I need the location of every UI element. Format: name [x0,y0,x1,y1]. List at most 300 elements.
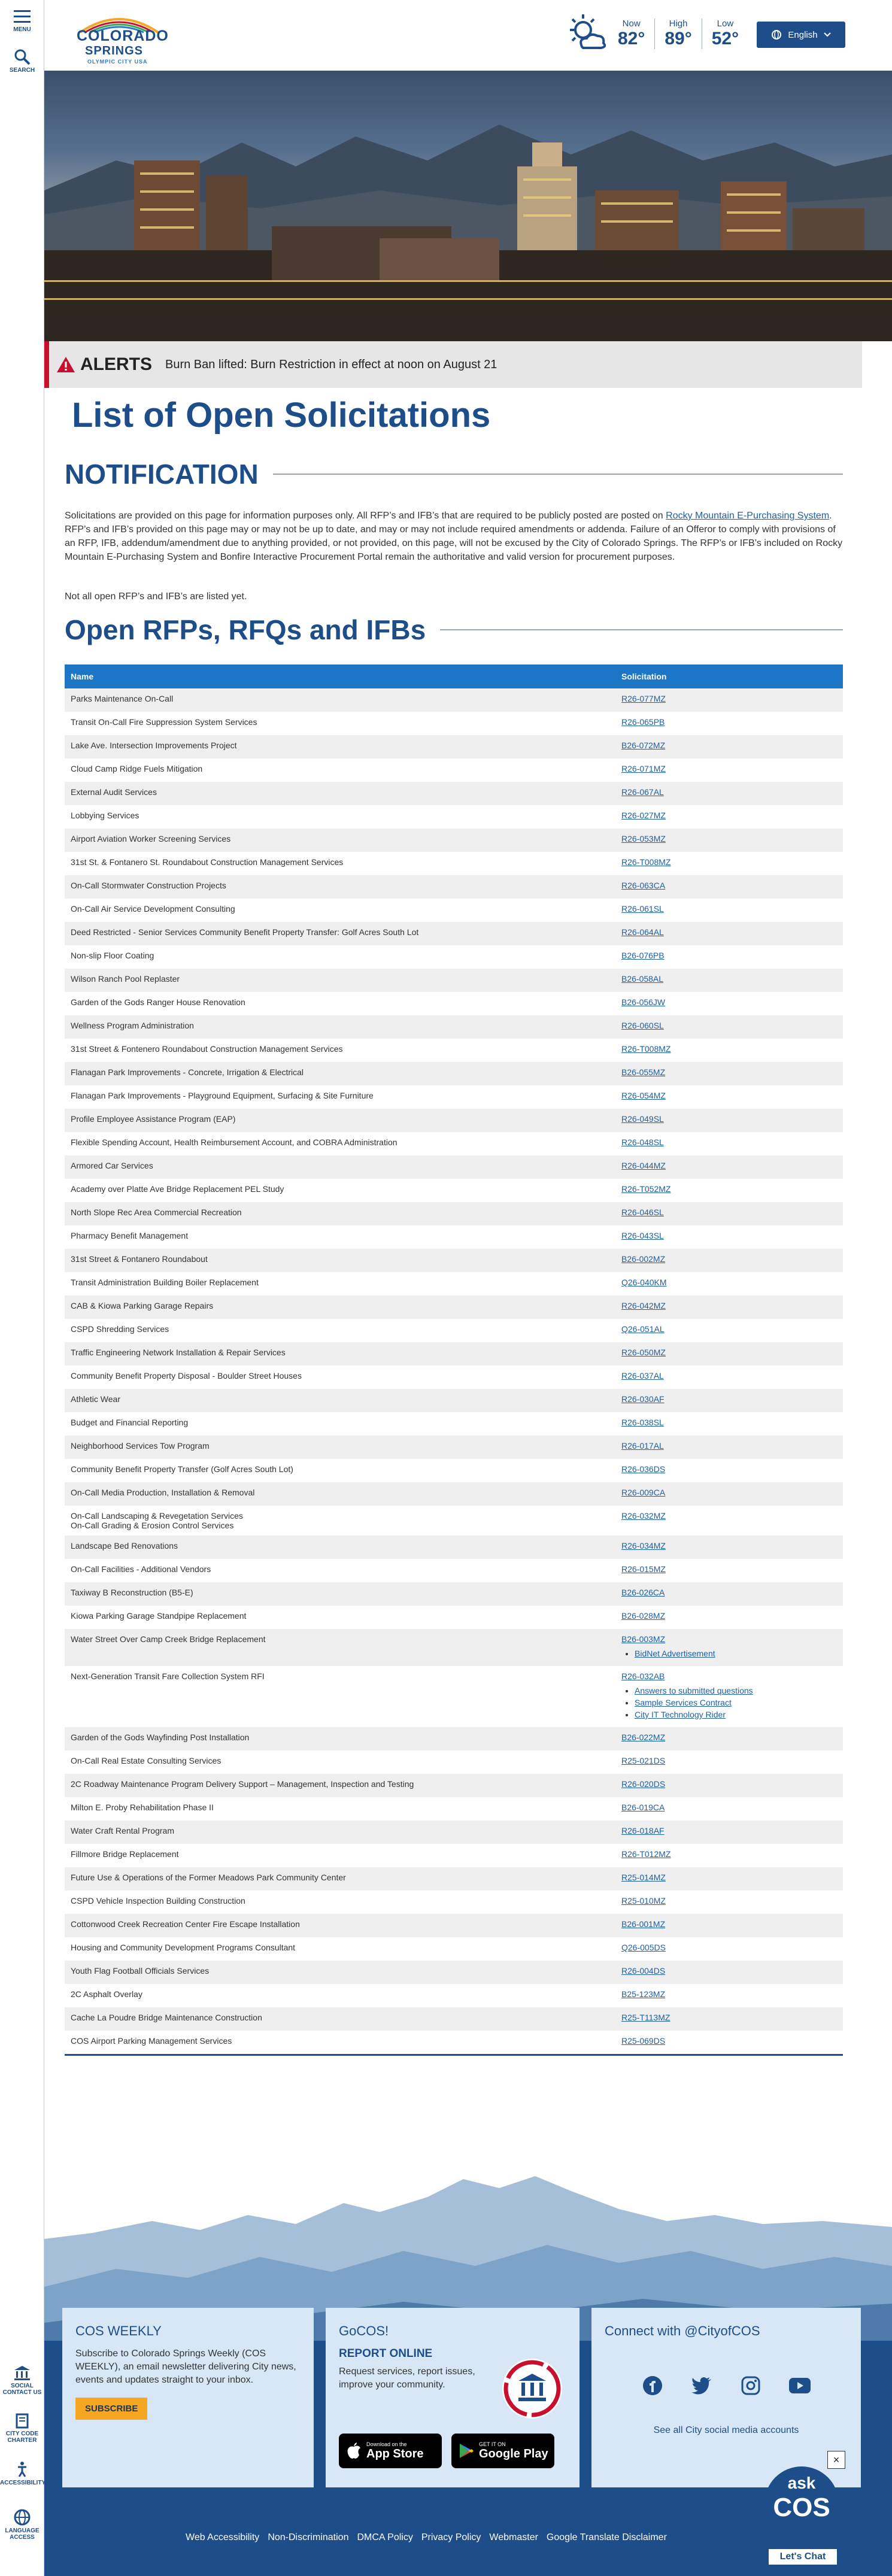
high-label: High [669,18,688,29]
solicitation-link[interactable]: B26-028MZ [621,1611,666,1621]
solicitation-link[interactable]: R25-069DS [621,2036,666,2046]
solicitation-link[interactable]: R26-067AL [621,787,664,797]
solicitation-cell [615,904,843,914]
solicitation-link[interactable]: Q26-040KM [621,1278,667,1287]
solicitation-cell [615,811,843,820]
solicitation-link[interactable]: R26-046SL [621,1207,664,1217]
solicitation-cell [615,1849,843,1859]
table-row [65,829,843,852]
solicitation-cell [615,1418,843,1427]
hamburger-icon [13,8,32,25]
solicitation-link[interactable]: R26-048SL [621,1137,664,1147]
solicitation-name: North Slope Rec Area Commercial Recreation [71,1207,242,1217]
ask-cos-chatbot[interactable] [757,2460,847,2565]
table-row [65,1506,843,1536]
solicitation-name: Athletic Wear [71,1394,120,1404]
chevron-down-icon [824,32,831,37]
weather-low [702,19,748,49]
solicitation-name: Pharmacy Benefit Management [71,1231,189,1240]
table-row [65,1559,843,1582]
solicitation-link[interactable]: R26-032AB [621,1671,665,1681]
close-chat-button[interactable]: × [827,2451,845,2469]
table-row [65,1582,843,1606]
footer-links [186,2532,667,2543]
solicitation-link[interactable]: B26-026CA [621,1588,665,1597]
solicitation-cell [615,1564,843,1574]
solicitation-cell [615,881,843,890]
solicitation-cell [615,997,843,1007]
solicitation-name: On-Call Media Production, Installation & Removal [71,1488,255,1497]
solicitation-link[interactable]: B26-076PB [621,951,665,960]
solicitation-link[interactable]: B26-003MZ [621,1634,666,1644]
attachment-item [635,1698,843,1707]
gocos-card [326,2308,580,2487]
solicitation-cell [615,1989,843,1999]
solicitation-cell [615,741,843,750]
solicitation-cell [615,857,843,867]
attachment-link[interactable]: City IT Technology Rider [635,1710,726,1719]
solicitation-cell [615,787,843,797]
site-header [44,0,892,71]
solicitation-link[interactable]: R26-017AL [621,1441,664,1451]
solicitation-cell [615,1254,843,1264]
footer-link[interactable]: Privacy Policy [421,2532,481,2542]
solicitation-link[interactable]: R26-071MZ [621,764,666,773]
table-row [65,1039,843,1062]
hero-image [44,71,892,341]
column-header-name: Name [71,672,94,681]
solicitation-name: Deed Restricted - Senior Services Community Benefit Property Transfer: Golf Acres South Lot [71,927,419,937]
globe-icon [771,29,782,40]
solicitation-link[interactable]: R26-034MZ [621,1541,666,1551]
solicitation-link[interactable]: R26-T012MZ [621,1849,671,1859]
solicitation-name: Flanagan Park Improvements - Concrete, Irrigation & Electrical [71,1067,304,1077]
solicitation-name: On-Call Real Estate Consulting Services [71,1756,222,1765]
solicitation-link[interactable]: R25-010MZ [621,1896,666,1906]
solicitation-name: Community Benefit Property Disposal - Boulder Street Houses [71,1371,302,1380]
language-label: LANGUAGE ACCESS [5,2528,40,2541]
footer-link[interactable]: DMCA Policy [357,2532,413,2542]
table-row [65,1459,843,1482]
weekly-text: Subscribe to Colorado Springs Weekly (COS WEEKLY), an email newsletter delivering City news, events and updates straight to your inbox. [75,2349,296,2385]
table-row [65,1085,843,1109]
table-row [65,1249,843,1272]
table-row [65,1629,843,1666]
attachment-item [635,1686,843,1695]
solicitation-name: Kiowa Parking Garage Standpipe Replacement [71,1611,247,1621]
table-row [65,1132,843,1155]
table-row [65,899,843,922]
solicitation-name: Taxiway B Reconstruction (B5-E) [71,1588,193,1597]
table-row [65,1914,843,1937]
table-row [65,852,843,875]
solicitation-cell [615,2013,843,2022]
table-row [65,1366,843,1389]
table-row [65,1319,843,1342]
table-row [65,1062,843,1085]
table-row [65,922,843,945]
solicitation-name: Wellness Program Administration [71,1021,194,1030]
solicitation-link[interactable]: R26-050MZ [621,1348,666,1357]
youtube-icon[interactable] [788,2374,812,2398]
solicitation-name: Budget and Financial Reporting [71,1418,189,1427]
city-skyline-image [44,71,892,341]
solicitation-link[interactable]: R26-043SL [621,1231,664,1240]
solicitation-cell [615,1541,843,1551]
language-select[interactable] [757,22,845,48]
solicitation-link[interactable]: Q26-051AL [621,1324,665,1334]
attachment-link[interactable]: Answers to submitted questions [635,1686,753,1695]
contact-label: SOCIAL CONTACT US [2,2383,42,2396]
solicitation-cell [615,1779,843,1789]
gocos-title: GoCOS! [339,2323,389,2338]
table-row [65,1436,843,1459]
solicitation-cell [615,1943,843,1952]
solicitation-link[interactable]: R26-049SL [621,1114,664,1124]
left-rail [0,0,44,2576]
language-value: English [788,29,818,40]
accessibility-icon [13,2460,31,2478]
solicitation-name: CSPD Shredding Services [71,1324,169,1334]
solicitation-cell [615,694,843,703]
attachment-item [635,1649,843,1658]
table-row [65,1867,843,1891]
search-icon [13,48,31,66]
solicitation-link[interactable]: R26-065PB [621,717,665,727]
askcos-line1: ask [787,2474,816,2492]
subscribe-button[interactable]: SUBSCRIBE [75,2398,147,2420]
solicitation-name: On-Call Air Service Development Consulting [71,904,235,914]
app-store-button[interactable] [339,2434,442,2468]
notification-text-after: . RFP’s and IFB’s provided on this page may or may not be up to date, and may or may not include required amendments or addenda. Failure of an Offeror to comply with provisions of an RFP, IFB, addendum/amendment due to anything provided, or not provided, on this page, will not be excused by the City of Colorado Springs. The RFP’s or IFB’s included on Rocky Mountain E-Purchasing System and Bonfire Interactive Procurement Portal remain the authoritative and valid version for procurement purposes. [65,511,843,562]
solicitation-link[interactable]: R25-014MZ [621,1873,666,1882]
now-value: 82° [618,28,645,48]
attachment-list [635,1686,843,1719]
table-row [65,875,843,899]
now-label: Now [622,18,641,29]
solicitation-cell [615,764,843,773]
solicitation-cell [615,951,843,960]
alert-banner[interactable] [44,341,862,388]
solicitation-cell [615,1231,843,1240]
table-row [65,712,843,735]
solicitation-link[interactable]: B26-019CA [621,1803,665,1812]
open-heading-text: Open RFPs, RFQs and IFBs [65,614,426,645]
solicitation-name: Future Use & Operations of the Former Meadows Park Community Center [71,1873,346,1882]
apple-icon [346,2442,362,2460]
solicitation-name: Flanagan Park Improvements - Playground Equipment, Surfacing & Site Furniture [71,1091,374,1100]
menu-label: MENU [13,26,31,33]
solicitation-link[interactable]: R26-077MZ [621,694,666,703]
table-row [65,688,843,712]
table-row [65,1844,843,1867]
solicitation-link[interactable]: R26-004DS [621,1966,666,1976]
googleplay-big-text: Google Play [479,2447,548,2460]
table-row [65,1536,843,1559]
table-header [65,665,843,688]
solicitation-cell [615,1301,843,1310]
table-row [65,1666,843,1727]
solicitation-name: Landscape Bed Renovations [71,1541,178,1551]
solicitation-link[interactable]: R26-037AL [621,1371,664,1380]
globe-icon [13,2508,31,2526]
city-code-button[interactable] [0,2413,44,2444]
contact-us-button[interactable] [0,2365,44,2396]
solicitation-cell [615,1394,843,1404]
footer-link[interactable]: Google Translate Disclaimer [546,2532,667,2542]
table-row [65,945,843,969]
solicitation-name: 31st St. & Fontanero St. Roundabout Construction Management Services [71,857,344,867]
solicitation-cell [615,2036,843,2046]
table-row [65,1937,843,1961]
twitter-icon[interactable] [690,2374,714,2398]
solicitation-link[interactable]: R26-036DS [621,1464,666,1474]
solicitation-link[interactable]: R26-030AF [621,1394,665,1404]
gocos-text: Request services, report issues, improve your community. [339,2366,475,2390]
facebook-icon[interactable] [641,2374,665,2398]
solicitation-cell [615,927,843,937]
notification-note: Not all open RFP’s and IFB’s are listed yet. [65,591,247,602]
weather-widget [565,12,748,55]
heading-rule [273,474,843,475]
solicitation-link[interactable]: R26-042MZ [621,1301,666,1310]
solicitation-cell [615,1919,843,1929]
table-row [65,1482,843,1506]
solicitation-link[interactable]: Q26-005DS [621,1943,666,1952]
appstore-small-text: Download on the [366,2441,407,2447]
solicitation-link[interactable]: B26-072MZ [621,741,666,750]
solicitation-name: Cache La Poudre Bridge Maintenance Construction [71,2013,262,2022]
cos-weekly-card [62,2308,314,2487]
table-row [65,1412,843,1436]
column-header-solicitation: Solicitation [621,672,667,681]
table-body [65,688,843,2054]
solicitation-name: 2C Asphalt Overlay [71,1989,142,1999]
solicitation-link[interactable]: B26-002MZ [621,1254,666,1264]
solicitation-link[interactable]: R26-061SL [621,904,664,914]
alert-bar [44,341,49,388]
solicitation-link[interactable]: R26-018AF [621,1826,665,1835]
solicitation-cell [615,1611,843,1621]
solicitation-link[interactable]: R26-T008MZ [621,857,671,867]
solicitation-cell [615,1067,843,1077]
table-row [65,1606,843,1629]
solicitation-name: 31st Street & Fontanero Roundabout [71,1254,208,1264]
table-row [65,1225,843,1249]
solicitation-name: Airport Aviation Worker Screening Services [71,834,231,844]
footer-link[interactable]: Web Accessibility [186,2532,260,2542]
table-row [65,1295,843,1319]
solicitation-cell [615,1732,843,1742]
solicitation-name: 31st Street & Fontenero Roundabout Construction Management Services [71,1044,343,1054]
solicitation-name: CSPD Vehicle Inspection Building Construction [71,1896,245,1906]
rocky-mountain-link[interactable]: Rocky Mountain E-Purchasing System [666,511,830,521]
weather-now [608,19,654,49]
attachment-link[interactable]: BidNet Advertisement [635,1649,715,1658]
solicitation-name: COS Airport Parking Management Services [71,2036,232,2046]
solicitation-link[interactable]: R26-060SL [621,1021,664,1030]
solicitations-table [65,665,843,2056]
menu-button[interactable] [0,8,44,33]
charter-label: CITY CODE CHARTER [5,2431,39,2444]
solicitation-link[interactable]: R26-T008MZ [621,1044,671,1054]
solicitation-name: Housing and Community Development Programs Consultant [71,1943,296,1952]
solicitation-name: Fillmore Bridge Replacement [71,1849,179,1859]
solicitation-name: Garden of the Gods Ranger House Renovation [71,997,245,1007]
solicitation-name: Cloud Camp Ridge Fuels Mitigation [71,764,203,773]
solicitation-name: Armored Car Services [71,1161,153,1170]
table-row [65,805,843,829]
partly-cloudy-icon [565,12,608,55]
solicitation-link[interactable]: R26-063CA [621,881,666,890]
solicitation-name: Transit Administration Building Boiler Replacement [71,1278,259,1287]
solicitation-link[interactable]: B26-058AL [621,974,664,984]
table-bottom-rule [65,2054,843,2056]
weather-high [654,19,701,49]
heading-rule [440,629,843,630]
logo-line1: COLORADO [77,28,169,44]
solicitation-link[interactable]: R25-021DS [621,1756,666,1765]
solicitation-name: Lobbying Services [71,811,139,820]
table-row [65,1961,843,1984]
table-row [65,1750,843,1774]
solicitation-cell [615,1464,843,1474]
attachment-link[interactable]: Sample Services Contract [635,1698,732,1707]
google-play-button[interactable] [451,2434,554,2468]
low-label: Low [717,18,734,29]
solicitation-name: Garden of the Gods Wayfinding Post Installation [71,1732,250,1742]
solicitation-cell [615,1184,843,1194]
solicitation-cell [615,834,843,844]
table-row [65,969,843,992]
solicitation-name: External Audit Services [71,787,157,797]
solicitation-link[interactable]: B25-123MZ [621,1989,666,1999]
solicitation-link[interactable]: R26-032MZ [621,1511,666,1521]
solicitation-name: Neighborhood Services Tow Program [71,1441,210,1451]
open-solicitations-heading [65,614,843,646]
warning-icon [56,356,75,373]
accessibility-button[interactable] [0,2460,44,2486]
city-logo[interactable] [68,10,170,63]
chat-button[interactable]: Let's Chat [769,2549,837,2565]
all-social-accounts-link[interactable]: See all City social media accounts [653,2425,799,2435]
solicitation-name: Youth Flag Football Officials Services [71,1966,210,1976]
solicitation-cell [615,1207,843,1217]
solicitation-cell [615,1044,843,1054]
solicitation-link[interactable]: B26-001MZ [621,1919,666,1929]
table-row [65,1342,843,1366]
solicitation-cell [615,1488,843,1497]
solicitation-cell [615,1588,843,1597]
solicitation-name: Parks Maintenance On-Call [71,694,174,703]
solicitation-link[interactable]: R26-044MZ [621,1161,666,1170]
solicitation-link[interactable]: B26-022MZ [621,1732,666,1742]
table-row [65,2031,843,2054]
alert-title-text: ALERTS [80,354,152,374]
solicitation-cell [615,1756,843,1765]
table-row [65,2007,843,2031]
notification-text [65,509,843,564]
solicitation-link[interactable]: R26-009CA [621,1488,666,1497]
solicitation-cell [615,1966,843,1976]
solicitation-name: Next-Generation Transit Fare Collection System RFI [71,1671,265,1681]
solicitation-cell [615,1114,843,1124]
solicitation-name: On-Call Facilities - Additional Vendors [71,1564,211,1574]
solicitation-link[interactable]: R26-020DS [621,1779,666,1789]
social-icons [591,2374,861,2398]
footer-link[interactable]: Webmaster [489,2532,538,2542]
solicitation-cell [615,717,843,727]
search-button[interactable] [0,48,44,74]
table-row [65,1179,843,1202]
table-row [65,1109,843,1132]
solicitation-cell [615,1671,843,1722]
attachment-item [635,1710,843,1719]
solicitation-cell [615,1441,843,1451]
solicitation-name: Milton E. Proby Rehabilitation Phase II [71,1803,214,1812]
table-row [65,1389,843,1412]
table-row [65,1272,843,1295]
solicitation-name: Cottonwood Creek Recreation Center Fire Escape Installation [71,1919,300,1929]
table-row [65,1727,843,1750]
table-row [65,1821,843,1844]
solicitation-cell [615,1021,843,1030]
table-row [65,1984,843,2007]
solicitation-cell [615,1634,843,1661]
solicitation-link[interactable]: R26-038SL [621,1418,664,1427]
table-row [65,735,843,758]
notification-text-before: Solicitations are provided on this page for information purposes only. All RFP’s and IFB’s that are required to be publicly posted are posted on [65,511,666,521]
solicitation-name: Lake Ave. Intersection Improvements Project [71,741,237,750]
solicitation-link[interactable]: R25-T113MZ [621,2013,670,2022]
solicitation-link[interactable]: B26-055MZ [621,1067,666,1077]
solicitation-name: 2C Roadway Maintenance Program Delivery Support – Management, Inspection and Testing [71,1779,414,1789]
solicitation-cell [615,1137,843,1147]
solicitation-link[interactable]: R26-T052MZ [621,1184,671,1194]
askcos-line2: COS [773,2493,830,2522]
solicitation-link[interactable]: R26-064AL [621,927,664,937]
alert-message: Burn Ban lifted: Burn Restriction in effect at noon on August 21 [165,357,497,371]
solicitation-cell [615,1278,843,1287]
solicitation-link[interactable]: R26-027MZ [621,811,666,820]
page-title: List of Open Solicitations [72,396,491,435]
solicitation-cell [615,1091,843,1100]
language-access-button[interactable] [0,2508,44,2541]
alert-title [56,354,152,375]
weekly-title: COS WEEKLY [75,2323,162,2338]
solicitation-name: Community Benefit Property Transfer (Golf Acres South Lot) [71,1464,293,1474]
logo-line3: OLYMPIC CITY USA [87,59,148,65]
solicitation-cell [615,1511,843,1521]
solicitation-name: CAB & Kiowa Parking Garage Repairs [71,1301,214,1310]
table-row [65,992,843,1015]
solicitation-cell [615,1324,843,1334]
instagram-icon[interactable] [739,2374,763,2398]
notification-heading-text: NOTIFICATION [65,459,259,490]
solicitation-name: Academy over Platte Ave Bridge Replacement PEL Study [71,1184,284,1194]
solicitation-link[interactable]: B26-056JW [621,997,666,1007]
solicitation-name: Flexible Spending Account, Health Reimbursement Account, and COBRA Administration [71,1137,398,1147]
table-row [65,1774,843,1797]
solicitation-link[interactable]: R26-015MZ [621,1564,666,1574]
solicitation-cell [615,1826,843,1835]
solicitation-link[interactable]: R26-053MZ [621,834,666,844]
google-play-icon [459,2443,474,2459]
footer-link[interactable]: Non-Discrimination [268,2532,349,2542]
report-online-link[interactable]: REPORT ONLINE [339,2347,433,2360]
solicitation-link[interactable]: R26-054MZ [621,1091,666,1100]
solicitation-cell [615,1371,843,1380]
